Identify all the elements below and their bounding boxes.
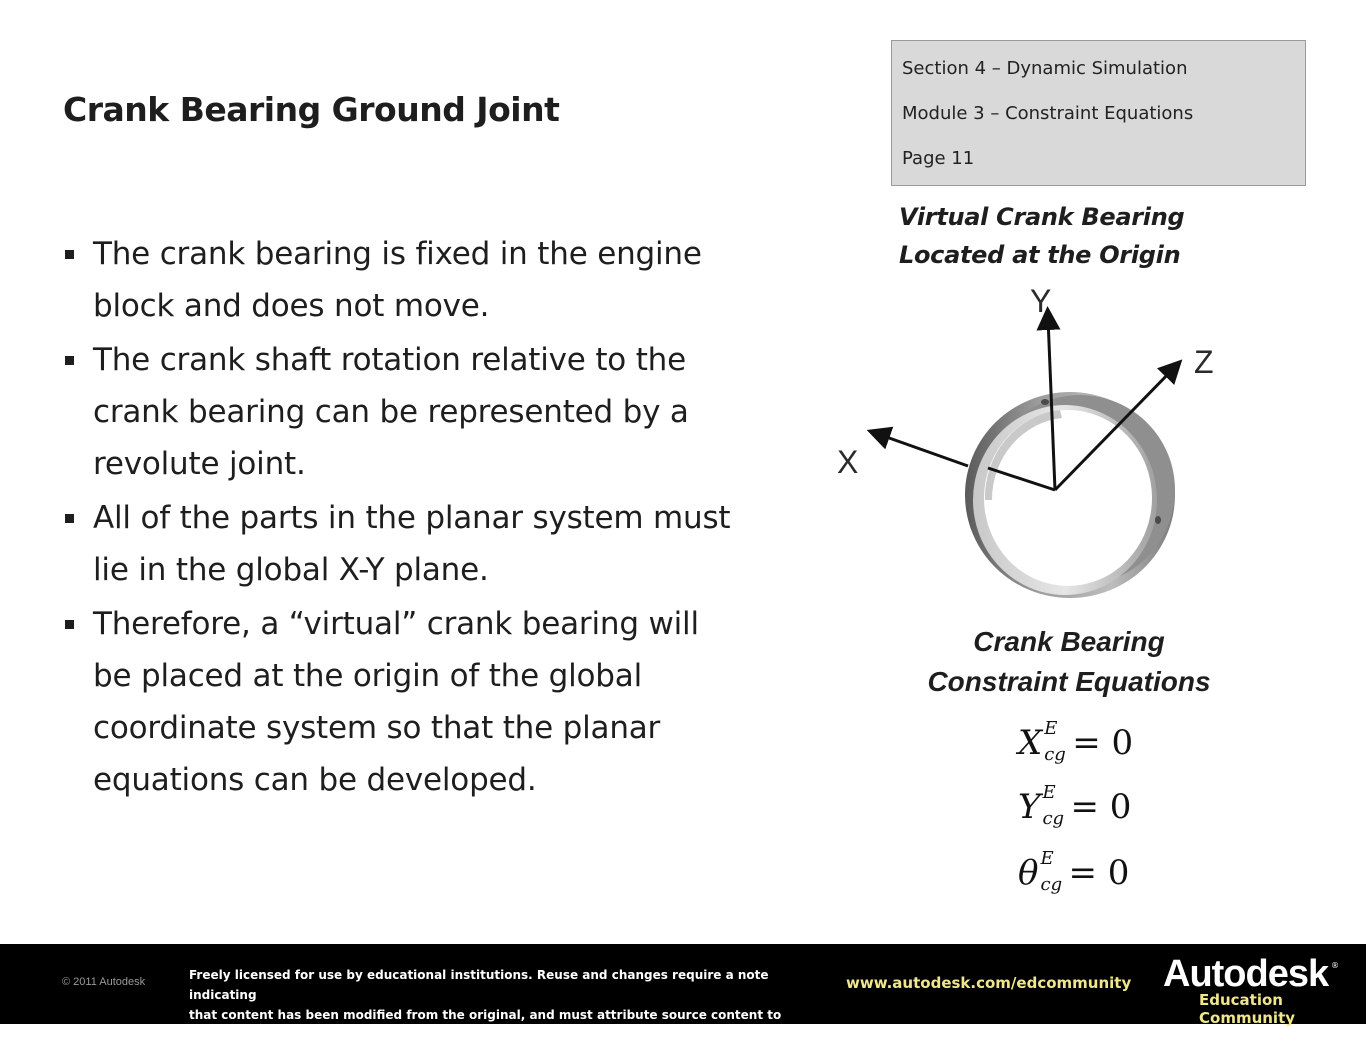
copyright-text: © 2011 Autodesk [62,976,146,988]
equation-rhs: = 0 [1070,787,1132,827]
module-label: Module 3 – Constraint Equations [902,103,1194,124]
equation-symbol: X [1018,723,1043,763]
bullet-text: The crank shaft rotation relative to the crank bearing can be represented by a revolute joint. [93,342,689,482]
equation-subscript: cg [1042,808,1065,829]
square-bullet-icon [65,356,74,365]
square-bullet-icon [65,250,74,259]
edcommunity-link[interactable]: www.autodesk.com/edcommunity [846,974,1132,992]
section-info-box [891,40,1306,186]
axis-y-label: Y [1030,283,1052,319]
page-label: Page 11 [902,148,975,169]
figure-caption [899,198,1184,274]
bullet-item [63,598,743,806]
square-bullet-icon [65,514,74,523]
registered-mark: ® [1331,961,1339,970]
equation-theta [1018,848,1130,898]
bullet-text: All of the parts in the planar system must lie in the global X-Y plane. [93,500,731,588]
bearing-axes-diagram [820,280,1240,610]
equation-x [1018,718,1134,768]
equations-title-line2: Constraint Equations [927,666,1211,697]
equation-superscript: E [1040,848,1054,869]
equation-symbol: θ [1018,853,1039,893]
square-bullet-icon [65,620,74,629]
footer-bar [0,944,1366,1042]
bullet-item [63,228,743,332]
equation-y [1018,782,1132,832]
axis-x-label: X [837,444,859,480]
education-community-label: Education Community [1199,991,1296,1027]
bullet-text: The crank bearing is fixed in the engine block and does not move. [93,236,702,324]
equation-rhs: = 0 [1068,853,1130,893]
bullet-item [63,492,743,596]
bullet-list [63,228,743,808]
license-line1: Freely licensed for use by educational institutions. Reuse and changes require a note indicating [189,968,769,1002]
equation-subscript: cg [1040,874,1063,895]
equation-symbol: Y [1018,787,1041,827]
equation-subscript: cg [1044,744,1066,765]
section-label: Section 4 – Dynamic Simulation [902,58,1188,79]
equations-title [880,622,1258,702]
slide-title: Crank Bearing Ground Joint [63,90,560,129]
equation-superscript: E [1044,718,1058,739]
bearing-ring [965,392,1175,598]
axis-z-label: Z [1194,344,1214,380]
bullet-item [63,334,743,490]
equation-superscript: E [1042,782,1056,803]
figure-caption-line1: Virtual Crank Bearing [899,203,1185,231]
autodesk-logo: Autodesk [1163,953,1329,995]
equation-rhs: = 0 [1072,723,1134,763]
figure-caption-line2: Located at the Origin [899,241,1181,269]
equations-title-line1: Crank Bearing [973,626,1165,657]
license-line2: that content has been modified from the original, and must attribute source content to Autodesk. [189,1008,782,1042]
bullet-text: Therefore, a “virtual” crank bearing will be placed at the origin of the global coordinate system so that the planar equations can be developed. [93,606,699,798]
license-text [189,965,839,1045]
